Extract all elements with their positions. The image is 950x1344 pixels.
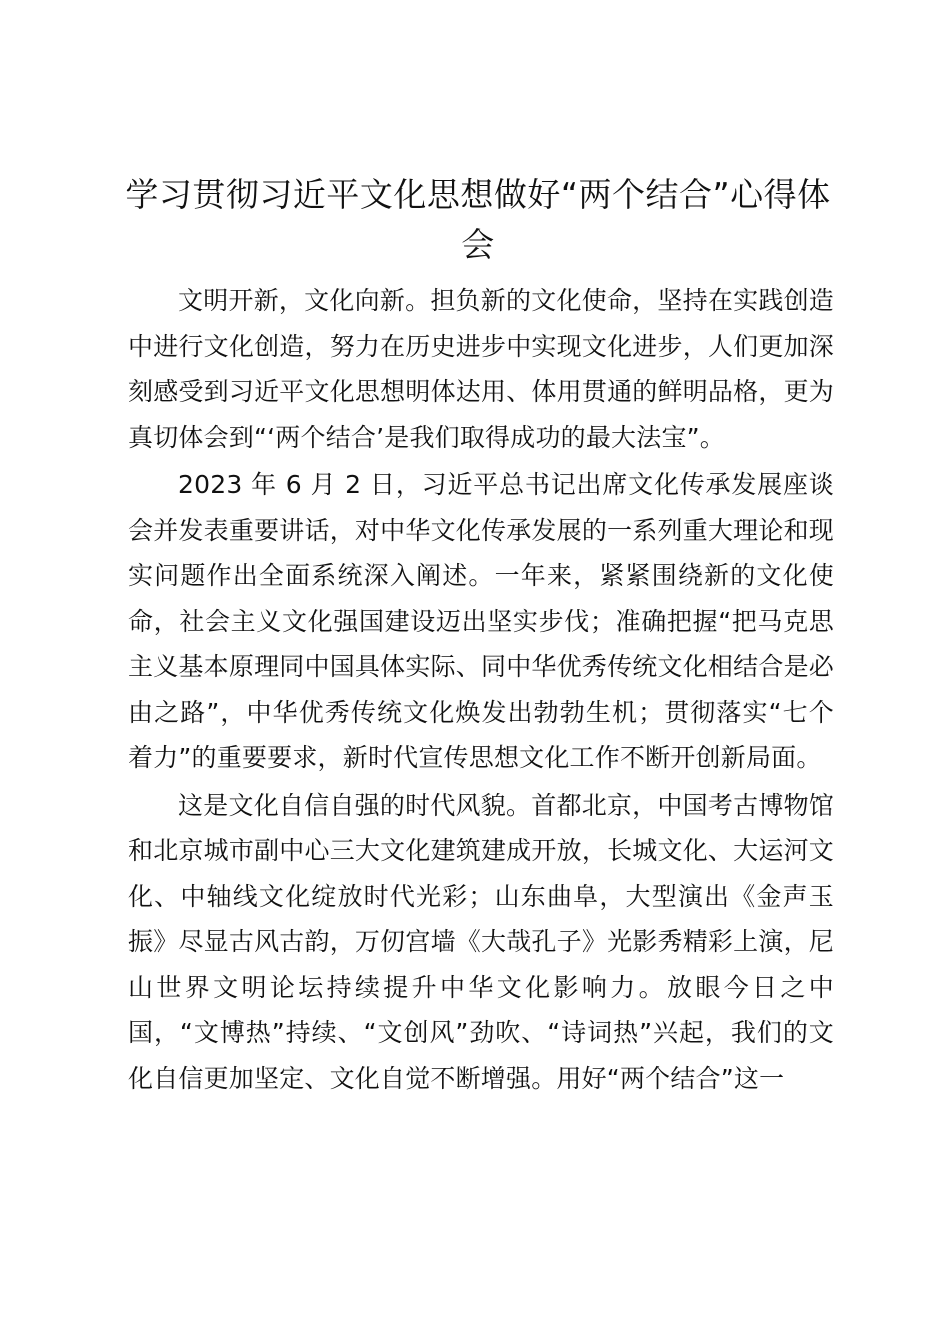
- paragraph-3: 这是文化自信自强的时代风貌。首都北京，中国考古博物馆和北京城市副中心三大文化建筑建成开放，长城文化、大运河文化、中轴线文化绽放时代光彩；山东曲阜，大型演出《金声玉振》尽显古风古韵，万仞宫墙《大哉孔子》光影秀精彩上演，尼山世界文明论坛持续提升中华文化影响力。放眼今日之中国，“文博热”持续、“文创风”劲吹、“诗词热”兴起，我们的文化自信更加坚定、文化自觉不断增强。用好“两个结合”这一: [128, 790, 834, 1093]
- paragraph-1: 文明开新，文化向新。担负新的文化使命，坚持在实践创造中进行文化创造，努力在历史进步中实现文化进步，人们更加深刻感受到习近平文化思想明体达用、体用贯通的鲜明品格，更为真切体会到“‘两个结合’是我们取得成功的最大法宝”。: [128, 286, 834, 452]
- document-body: [128, 278, 834, 1103]
- paragraph-2: 2023 年 6 月 2 日，习近平总书记出席文化传承发展座谈会并发表重要讲话，对中华文化传承发展的一系列重大理论和现实问题作出全面系统深入阐述。一年来，紧紧围绕新的文化使命，社会主义文化强国建设迈出坚实步伐；准确把握“把马克思主义基本原理同中国具体实际、同中华优秀传统文化相结合是必由之路”，中华优秀传统文化焕发出勃勃生机；贯彻落实“七个着力”的重要要求，新时代宣传思想文化工作不断开创新局面。: [128, 470, 834, 772]
- document-title: 学习贯彻习近平文化思想做好“两个结合”心得体会: [125, 175, 831, 264]
